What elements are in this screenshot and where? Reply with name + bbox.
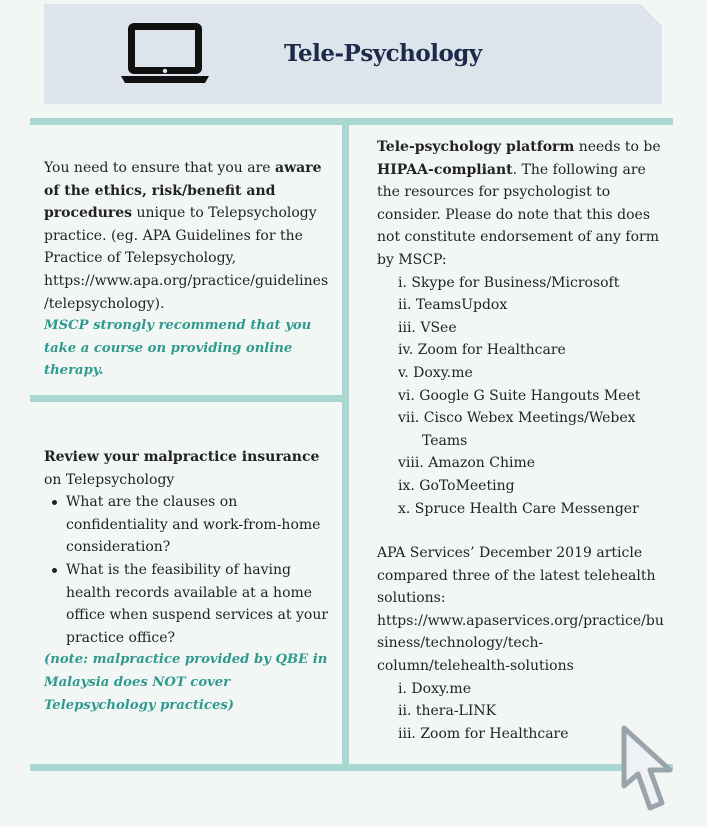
list-item: vi. Google G Suite Hangouts Meet bbox=[398, 387, 641, 404]
list-item: iii. VSee bbox=[398, 319, 457, 336]
malpractice-note: (note: malpractice provided by QBE in Malaysia does NOT cover Telepsychology practices) bbox=[44, 652, 328, 713]
list-item: ix. GoToMeeting bbox=[398, 477, 515, 494]
list-item: iii. Zoom for Healthcare bbox=[398, 725, 569, 742]
bottom-divider bbox=[30, 764, 673, 771]
list-item: v. Doxy.me bbox=[398, 364, 473, 381]
list-item: viii. Amazon Chime bbox=[398, 455, 536, 472]
malpractice-heading: Review your malpractice insurance on Telepsychology bbox=[44, 449, 320, 488]
list-item: i. Doxy.me bbox=[398, 680, 471, 697]
platform-list bbox=[377, 272, 667, 521]
left-section-divider bbox=[30, 395, 349, 402]
laptop-icon bbox=[121, 20, 211, 86]
list-item: ii. TeamsUpdox bbox=[398, 297, 508, 314]
malpractice-section bbox=[44, 446, 334, 717]
list-item: iv. Zoom for Healthcare bbox=[398, 342, 566, 359]
list-item: vii. Cisco Webex Meetings/Webex Teams bbox=[398, 410, 636, 449]
list-item: What are the clauses on confidentiality and work-from-home consideration? bbox=[44, 491, 334, 559]
list-item: i. Skype for Business/Microsoft bbox=[398, 274, 620, 291]
page-title: Tele-Psychology bbox=[284, 40, 482, 67]
apa-article: APA Services’ December 2019 article compared three of the latest telehealth solutions: https://www.apaservices.org/practice/bu siness/technology/tech-column/telehealth-solutions bbox=[377, 545, 664, 675]
ethics-section bbox=[44, 157, 334, 383]
malpractice-questions bbox=[44, 491, 334, 649]
training-recommendation: MSCP strongly recommend that you take a course on providing online therapy. bbox=[44, 318, 312, 379]
cursor-arrow-icon bbox=[618, 724, 684, 816]
ethics-paragraph: You need to ensure that you are aware of the ethics, risk/benefit and procedures unique to Telepsychology practice. (eg. APA Guidelines for the Practice of Telepsychology, https://www.apa.org/practice/guidelines /telepsychology). bbox=[44, 160, 329, 312]
list-item: ii. thera-LINK bbox=[398, 703, 497, 720]
list-item: x. Spruce Health Care Messenger bbox=[398, 500, 639, 517]
platform-section bbox=[377, 136, 667, 745]
column-divider bbox=[342, 125, 349, 400]
column-divider-lower bbox=[342, 400, 349, 768]
top-divider bbox=[30, 118, 673, 125]
list-item: What is the feasibility of having health records available at a home office when suspend services at your practice office? bbox=[44, 559, 334, 649]
platform-intro: Tele-psychology platform needs to be HIPAA-compliant. The following are the resources for psychologist to consider. Please do note that this does not constitute endorsement of any form by MSCP: bbox=[377, 139, 661, 268]
